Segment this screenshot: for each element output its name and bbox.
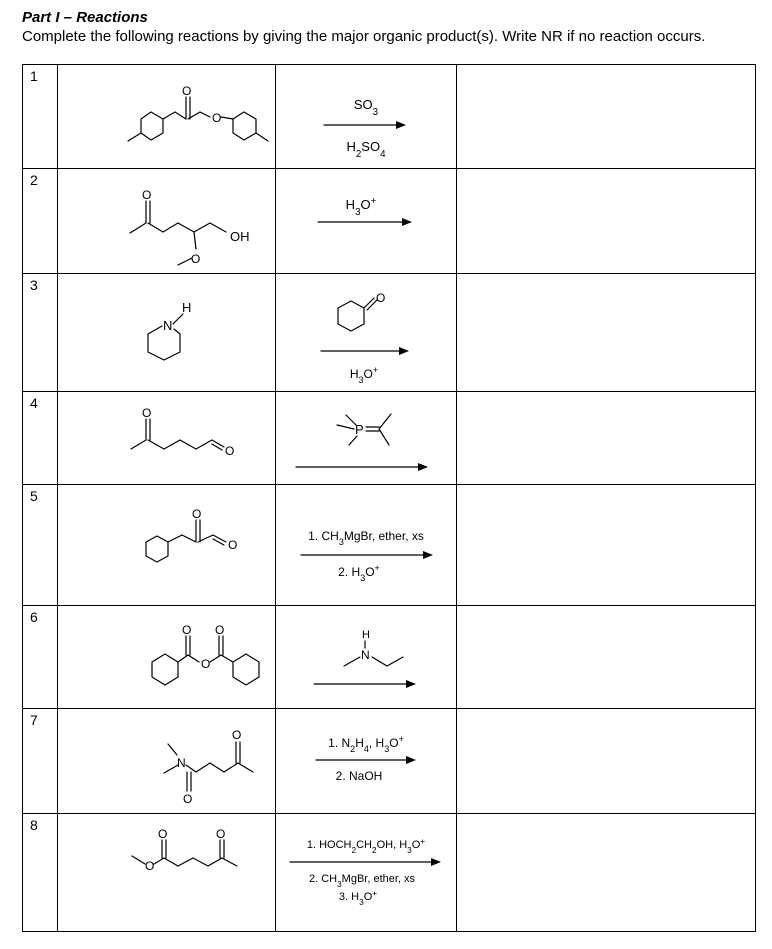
reagent-cell [276,485,457,606]
reagent-label: $H_2SO_4$ [346,139,386,160]
reaction-arrow [276,169,456,273]
atom-label: O [145,859,155,873]
reagent-cell [276,169,457,274]
reaction-row [23,485,756,606]
atom-label: O [376,291,386,305]
row-number: 3 [23,274,58,392]
starting-material [58,485,276,606]
page-title: Part I – Reactions [22,9,148,26]
reactions-table [22,64,756,932]
starting-material [58,814,276,932]
reaction-arrow [276,485,456,605]
row-number: 6 [23,606,58,709]
atom-label: O [182,84,192,98]
structure-diagram [58,169,275,273]
product-answer-cell[interactable] [457,485,756,606]
product-answer-cell[interactable] [457,169,756,274]
atom-label: N [163,318,173,333]
atom-label: O [225,444,235,458]
atom-label: OH [230,229,250,244]
reagent-label: 2. $H_3O^+$ [338,563,380,583]
reagent-label: $SO_3$ [353,97,379,118]
row-number: 2 [23,169,58,274]
atom-label: H [182,300,192,315]
atom-label: O [232,728,242,742]
reagent-label: 1. $CH_3MgBr$, ether, xs [308,529,424,547]
atom-label: N [361,648,370,662]
reaction-row [23,606,756,709]
atom-label: O [228,538,238,552]
reaction-row [23,709,756,814]
structure-diagram [58,814,275,931]
product-answer-cell[interactable] [457,274,756,392]
atom-label: O [182,623,192,637]
reaction-arrow [276,274,456,391]
reagent-label: $H_3O^+$ [345,195,377,218]
starting-material [58,274,276,392]
product-answer-cell[interactable] [457,814,756,932]
atom-label: O [192,507,202,521]
reaction-arrow [276,606,456,708]
reagent-cell [276,392,457,485]
atom-label: O [215,623,225,637]
reaction-arrow [276,392,456,484]
structure-diagram [58,65,275,168]
atom-label: N [177,756,186,770]
reaction-row [23,274,756,392]
reagent-cell [276,709,457,814]
reaction-row [23,814,756,932]
reaction-arrow [276,814,456,931]
reagent-label: 3. $H_3O^+$ [338,888,378,907]
reagent-label: 1. $N_2H_4$, $H_3O^+$ [328,734,404,754]
atom-label: H [362,629,370,641]
reagent-label: 2. $CH_3MgBr$, ether, xs [308,873,416,889]
reaction-row [23,65,756,169]
reaction-row [23,392,756,485]
structure-diagram [58,709,275,813]
atom-label: O [216,827,226,841]
row-number: 5 [23,485,58,606]
reagent-label: 1. $HOCH_2CH_2OH$, $H_3O^+$ [306,836,426,855]
product-answer-cell[interactable] [457,606,756,709]
row-number: 1 [23,65,58,169]
atom-label: P [355,422,364,437]
reagent-label: $H_3O^+$ [349,365,379,385]
instructions: Complete the following reactions by giving the major organic product(s). Write NR if no reaction occurs. [22,28,706,45]
reagent-cell [276,606,457,709]
product-answer-cell[interactable] [457,65,756,169]
atom-label: O [158,827,168,841]
reagent-cell [276,814,457,932]
reagent-cell [276,274,457,392]
starting-material [58,606,276,709]
reaction-arrow [276,65,456,168]
starting-material [58,392,276,485]
atom-label: O [142,188,152,202]
structure-diagram [58,485,275,605]
atom-label: O [191,252,201,266]
row-number: 7 [23,709,58,814]
row-number: 4 [23,392,58,485]
starting-material [58,65,276,169]
reaction-row [23,169,756,274]
reagent-cell [276,65,457,169]
starting-material [58,709,276,814]
starting-material [58,169,276,274]
atom-label: O [142,406,152,420]
reagent-label: 2. NaOH [335,769,383,783]
atom-label: O [183,792,193,806]
atom-label: O [201,657,211,671]
row-number: 8 [23,814,58,932]
product-answer-cell[interactable] [457,709,756,814]
atom-label: O [212,111,222,125]
structure-diagram [58,274,275,391]
reaction-arrow [276,709,456,813]
structure-diagram [58,606,275,708]
structure-diagram [58,392,275,484]
product-answer-cell[interactable] [457,392,756,485]
